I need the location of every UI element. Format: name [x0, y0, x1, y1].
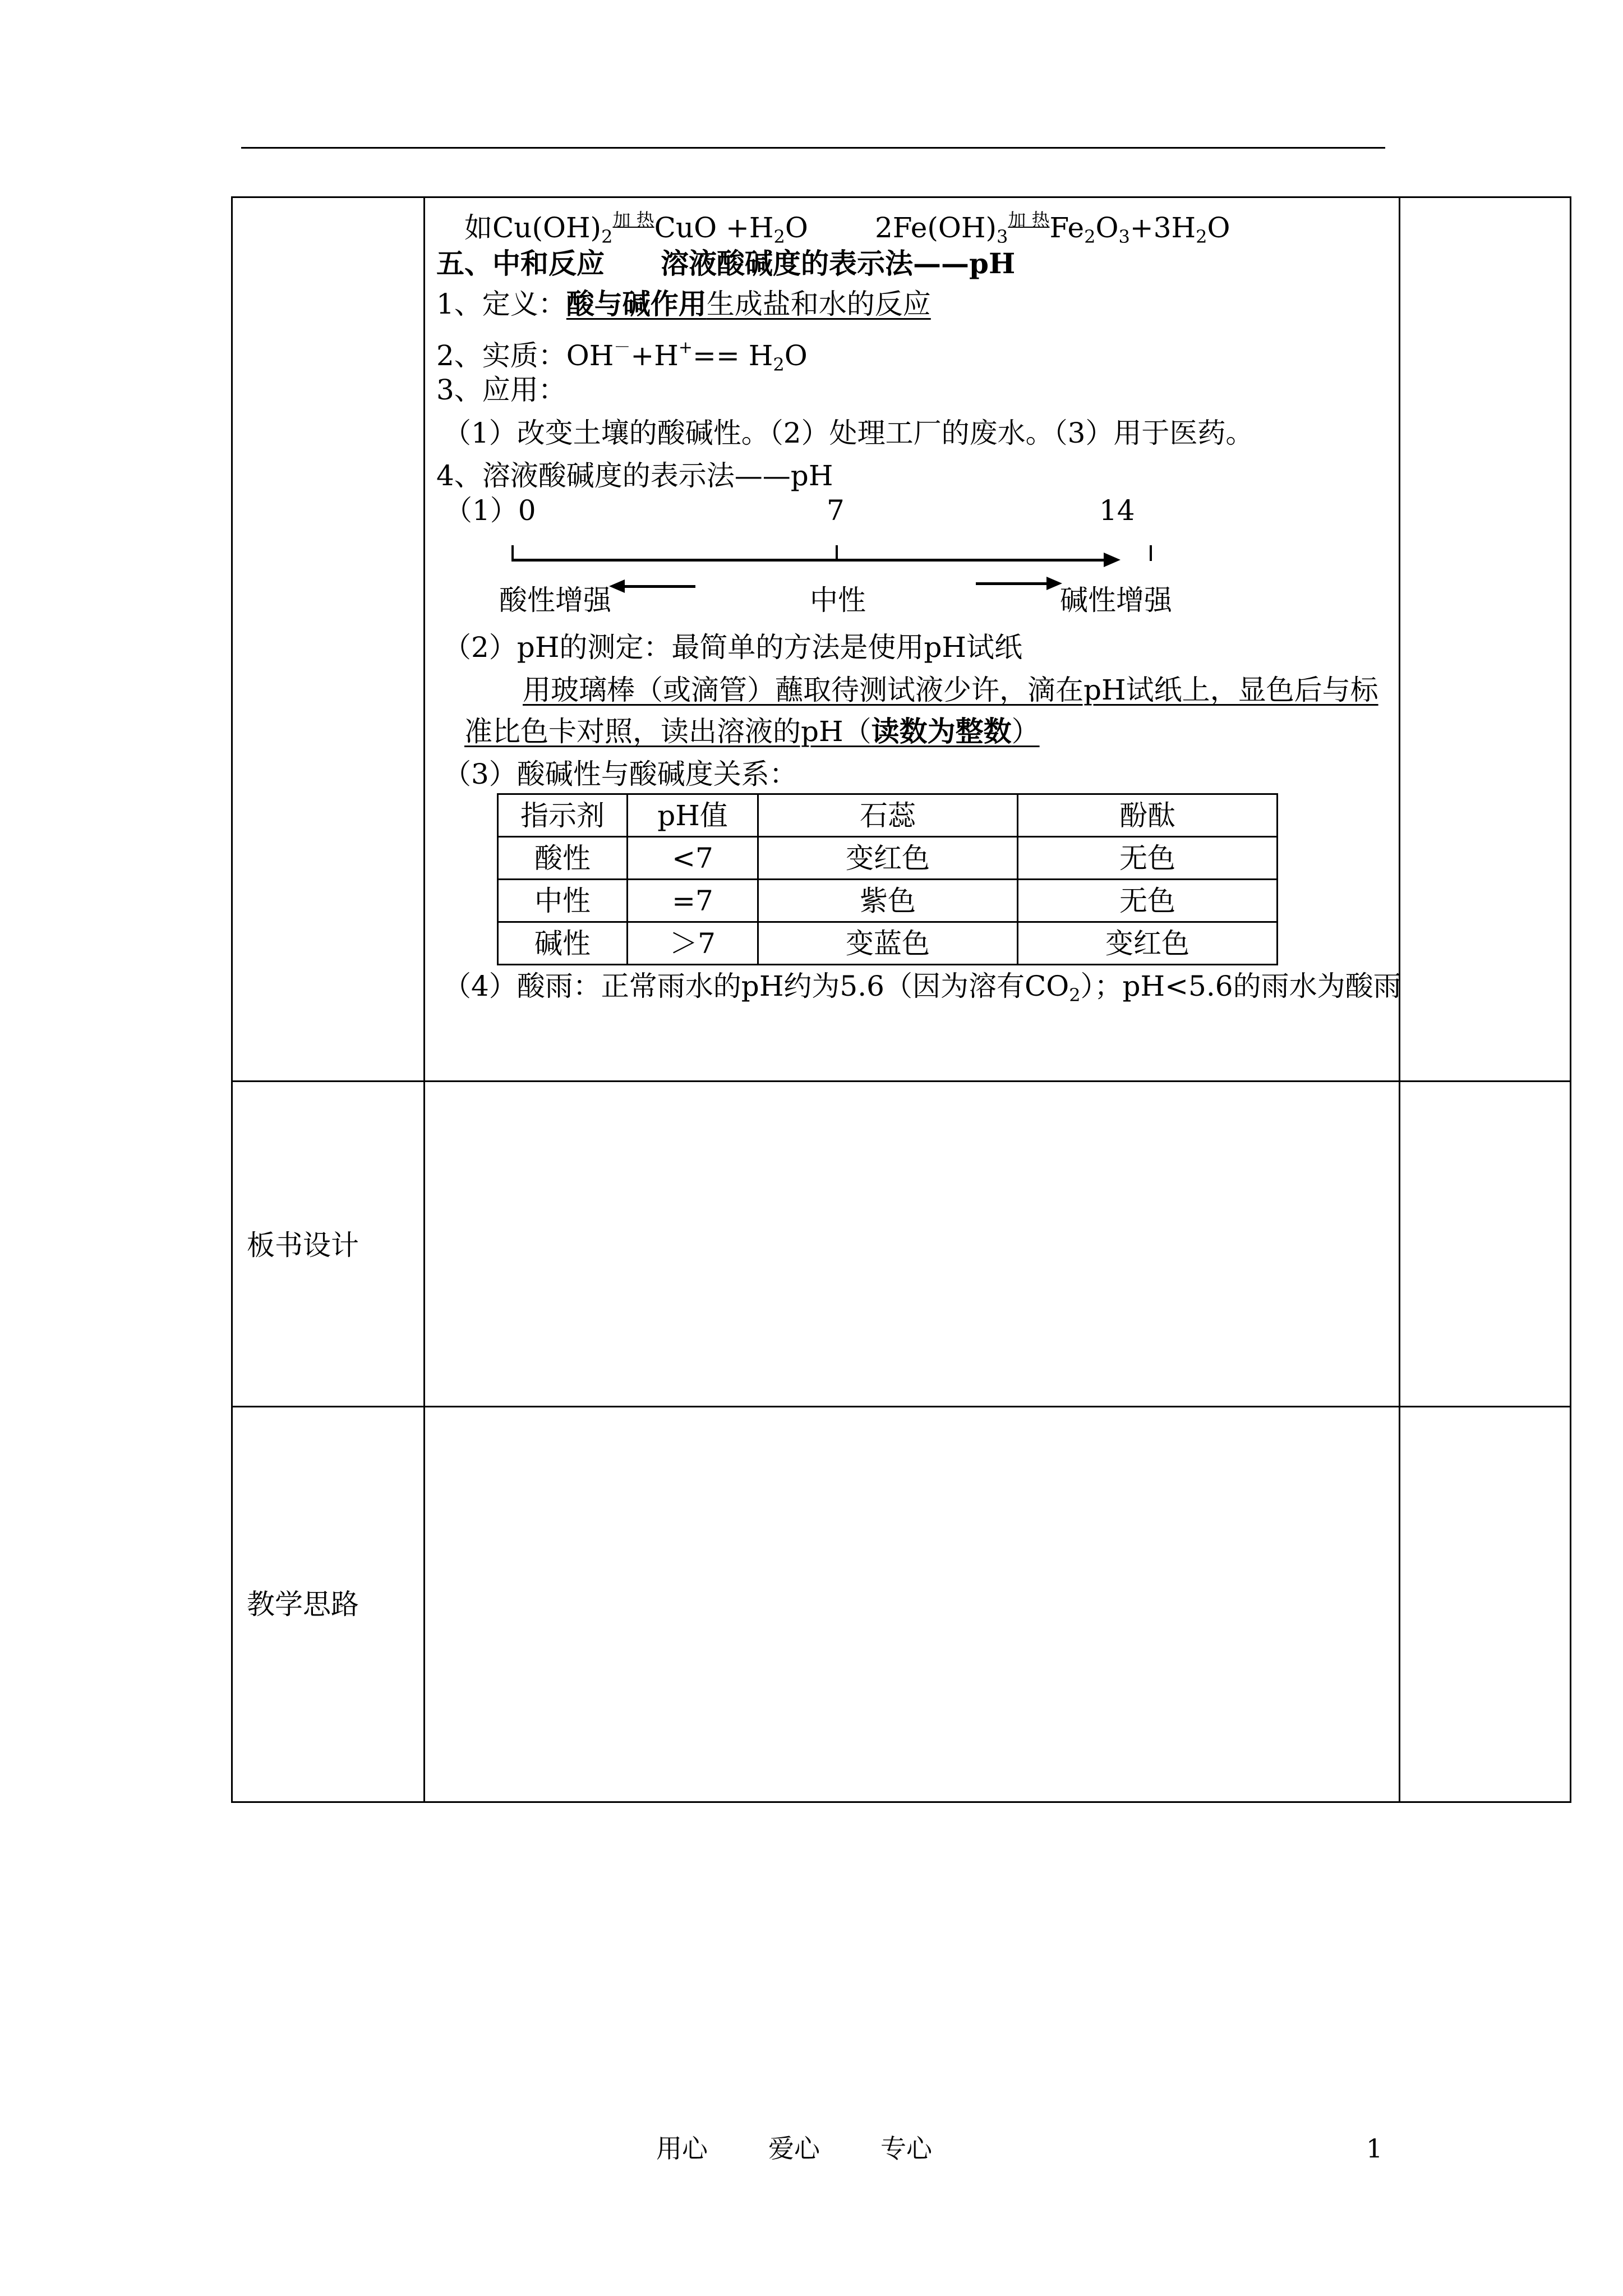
table-cell: <7	[628, 837, 758, 880]
table-cell: 中性	[498, 880, 628, 922]
board-design-label: 板书设计	[247, 1229, 359, 1262]
table-row	[498, 922, 1278, 965]
base-label: 碱性增强	[1060, 584, 1172, 616]
equation-line: 如$Cu(OH)_2^{加 热}CuO +H_2O$	[464, 209, 808, 247]
ph-title: 4、溶液酸碱度的表示法——pH	[436, 459, 833, 492]
scale-label-7: 7	[827, 494, 845, 527]
scale-label-0: （1）0	[444, 494, 536, 527]
table-cell: 酸性	[498, 837, 628, 880]
tick-14	[1150, 545, 1152, 561]
acid-arrow	[623, 585, 695, 588]
header-rule	[241, 147, 1385, 149]
tick-7	[836, 545, 838, 561]
definition-line: 1、定义：酸与碱作用生成盐和水的反应	[436, 287, 931, 320]
ph-measure-line: （2）pH的测定：最简单的方法是使用pH试纸	[443, 631, 1023, 664]
table-cell: 紫色	[758, 880, 1018, 922]
scale-arrowhead	[1104, 553, 1121, 567]
header-cell: 酚酞	[1018, 794, 1278, 837]
teaching-idea-label: 教学思路	[247, 1588, 359, 1621]
table-row	[498, 837, 1278, 880]
footer-word-3: 专心	[880, 2133, 932, 2164]
tick-0	[511, 545, 514, 561]
relation-line: （3）酸碱性与酸碱度关系：	[443, 758, 797, 790]
acid-arrowhead	[609, 579, 625, 593]
essence-line: 2、实质：$OH^-+H^+== H_2O$	[436, 338, 808, 375]
scale-axis	[511, 559, 1106, 562]
table-cell: ＞7	[628, 922, 758, 965]
neutral-label: 中性	[810, 584, 866, 616]
footer-word-1: 用心	[656, 2133, 708, 2164]
table-cell: 无色	[1018, 837, 1278, 880]
table-cell: 变红色	[1018, 922, 1278, 965]
ph-scale	[444, 494, 1211, 628]
scale-label-14: 14	[1099, 494, 1135, 527]
table-row-divider-2	[231, 1406, 1571, 1407]
acid-label: 酸性增强	[499, 584, 611, 616]
table-cell: 变红色	[758, 837, 1018, 880]
footer-word-2: 爱心	[768, 2133, 820, 2164]
header-cell: 石蕊	[758, 794, 1018, 837]
table-cell: 无色	[1018, 880, 1278, 922]
table-row-divider-1	[231, 1080, 1571, 1082]
header-cell: pH值	[628, 794, 758, 837]
application-items: （1）改变土壤的酸碱性。（2）处理工厂的废水。（3）用于医药。	[443, 417, 1254, 449]
table-cell: 碱性	[498, 922, 628, 965]
header-cell: 指示剂	[498, 794, 628, 837]
ph-method-line-2: 准比色卡对照，读出溶液的pH（读数为整数）	[464, 715, 1040, 748]
section-heading: 五、中和反应 溶液酸碱度的表示法——pH	[436, 247, 1016, 280]
table-cell: 变蓝色	[758, 922, 1018, 965]
table-header-row	[498, 794, 1278, 837]
application-line: 3、应用：	[436, 374, 566, 406]
table-cell: =7	[628, 880, 758, 922]
ph-method-line-1: 用玻璃棒（或滴管）蘸取待测试液少许，滴在pH试纸上，显色后与标	[523, 674, 1378, 706]
base-arrow	[976, 582, 1049, 585]
table-col-divider-1	[423, 196, 425, 1803]
indicator-table	[497, 793, 1278, 965]
table-row	[498, 880, 1278, 922]
page-number: 1	[1366, 2133, 1383, 2164]
equation-line-2: $2Fe(OH)_3^{加 热}Fe_2O_3+3H_2O$	[875, 209, 1230, 247]
acid-rain-line: （4）酸雨：正常雨水的pH约为5.6（因为溶有$CO_2$）；pH<5.6的雨水为酸雨	[443, 970, 1401, 1006]
